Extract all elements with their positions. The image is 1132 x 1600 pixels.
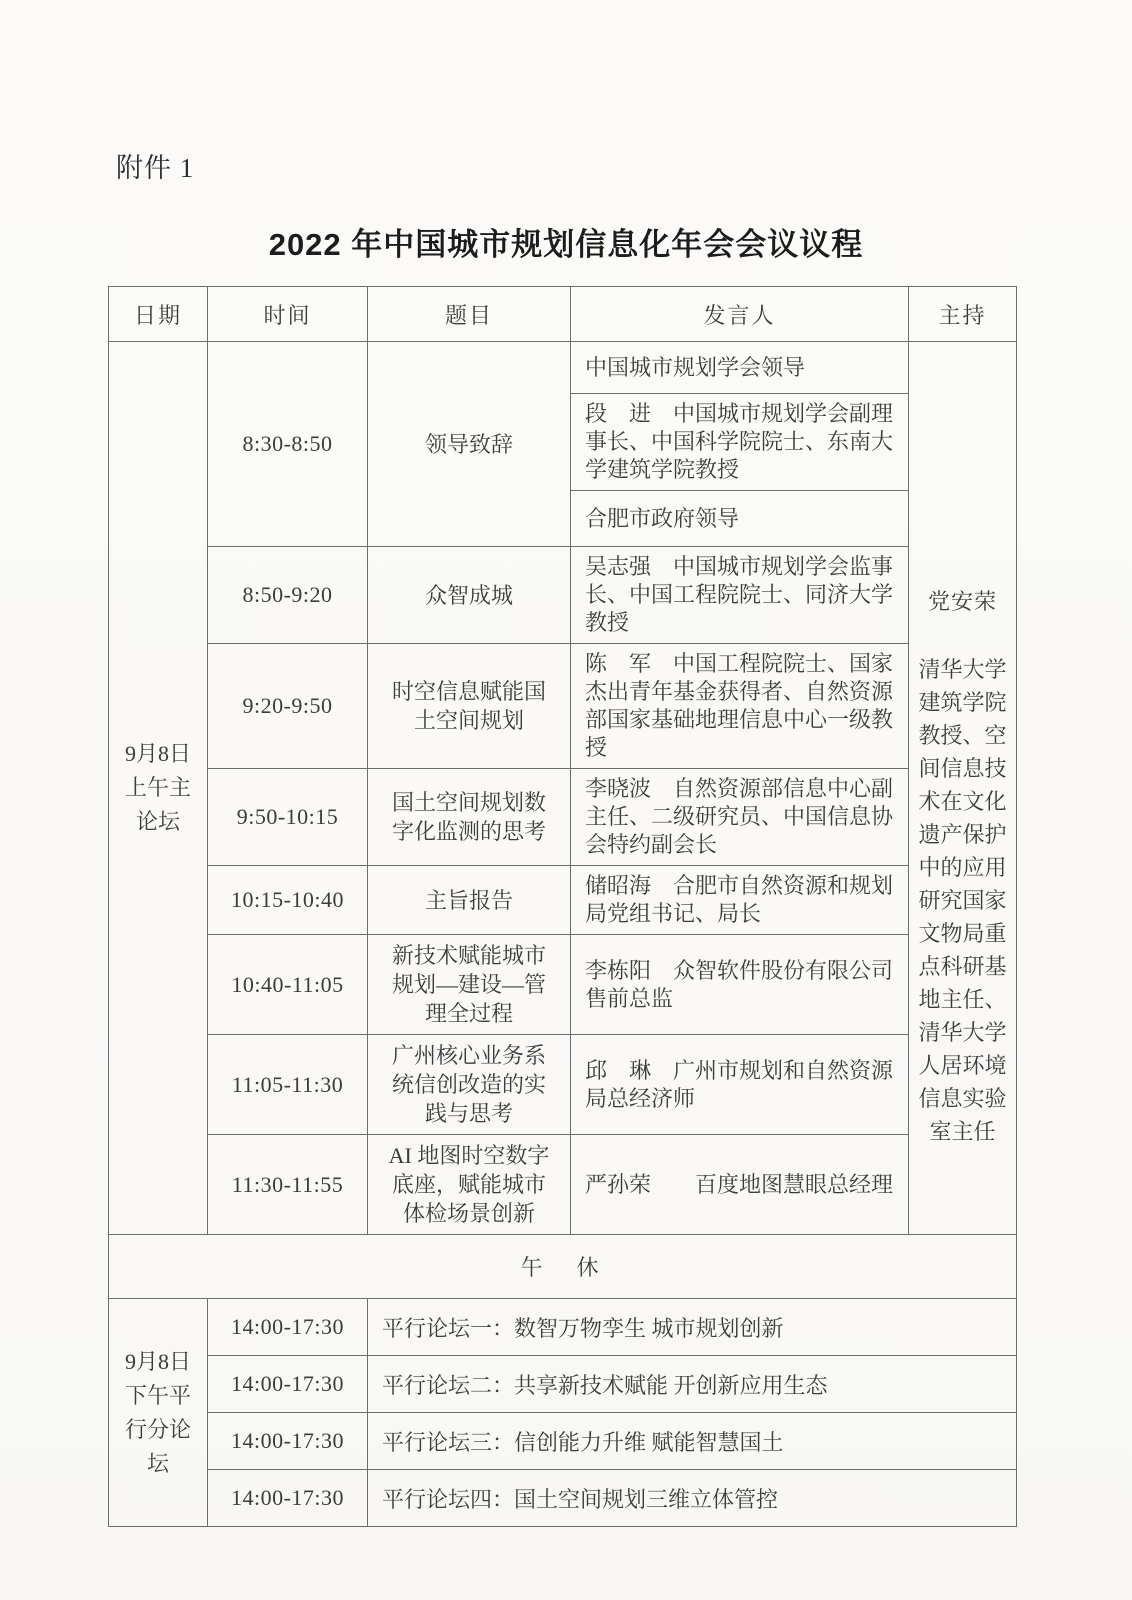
time-cell: 11:05-11:30 (208, 1035, 368, 1135)
time-cell: 14:00-17:30 (208, 1356, 368, 1413)
forum-title-cell: 平行论坛一：数智万物孪生 城市规划创新 (368, 1299, 1017, 1356)
table-row (109, 1299, 1017, 1356)
table-row (109, 1413, 1017, 1470)
table-row (109, 935, 1017, 1035)
lunch-break-cell: 午 休 (109, 1235, 1017, 1299)
forum-title-cell: 平行论坛二：共享新技术赋能 开创新应用生态 (368, 1356, 1017, 1413)
speaker-cell: 合肥市政府领导 (571, 491, 909, 547)
topic-cell: 新技术赋能城市规划—建设—管理全过程 (368, 935, 571, 1035)
speaker-cell: 段 进 中国城市规划学会副理事长、中国科学院院士、东南大学建筑学院教授 (571, 394, 909, 491)
topic-cell: 领导致辞 (368, 342, 571, 547)
time-cell: 14:00-17:30 (208, 1299, 368, 1356)
time-cell: 14:00-17:30 (208, 1413, 368, 1470)
speaker-cell: 吴志强 中国城市规划学会监事长、中国工程院院士、同济大学教授 (571, 547, 909, 644)
topic-cell: 国土空间规划数字化监测的思考 (368, 769, 571, 866)
break-row (109, 1235, 1017, 1299)
topic-cell: 广州核心业务系统信创改造的实践与思考 (368, 1035, 571, 1135)
header-row (109, 287, 1017, 342)
date-cell-afternoon: 9月8日下午平行分论坛 (109, 1299, 208, 1527)
table-row (109, 1470, 1017, 1527)
col-header-speaker: 发言人 (571, 287, 909, 342)
speaker-cell: 李晓波 自然资源部信息中心副主任、二级研究员、中国信息协会特约副会长 (571, 769, 909, 866)
agenda-table (108, 286, 1017, 1527)
topic-cell: 主旨报告 (368, 866, 571, 935)
col-header-time: 时间 (208, 287, 368, 342)
col-header-host: 主持 (909, 287, 1017, 342)
time-cell: 8:30-8:50 (208, 342, 368, 547)
host-name: 党安荣 (927, 588, 997, 614)
speaker-cell: 中国城市规划学会领导 (571, 342, 909, 394)
date-cell-morning: 9月8日上午主论坛 (109, 342, 208, 1235)
table-row (109, 1356, 1017, 1413)
topic-cell: 众智成城 (368, 547, 571, 644)
forum-title-cell: 平行论坛四：国土空间规划三维立体管控 (368, 1470, 1017, 1527)
speaker-cell: 邱 琳 广州市规划和自然资源局总经济师 (571, 1035, 909, 1135)
table-row (109, 769, 1017, 866)
time-cell: 10:15-10:40 (208, 866, 368, 935)
speaker-cell: 陈 军 中国工程院院士、国家杰出青年基金获得者、自然资源部国家基础地理信息中心一级教授 (571, 644, 909, 769)
col-header-date: 日期 (109, 287, 208, 342)
page-title: 2022 年中国城市规划信息化年会会议议程 (268, 227, 864, 262)
topic-cell: AI 地图时空数字底座，赋能城市体检场景创新 (368, 1135, 571, 1235)
table-row (109, 547, 1017, 644)
forum-title-cell: 平行论坛三：信创能力升维 赋能智慧国土 (368, 1413, 1017, 1470)
col-header-topic: 题目 (368, 287, 571, 342)
table-row (109, 644, 1017, 769)
speaker-cell: 储昭海 合肥市自然资源和规划局党组书记、局长 (571, 866, 909, 935)
table-row (109, 342, 1017, 394)
speaker-cell: 李栋阳 众智软件股份有限公司售前总监 (571, 935, 909, 1035)
topic-cell: 时空信息赋能国土空间规划 (368, 644, 571, 769)
speaker-cell: 严孙荣 百度地图慧眼总经理 (571, 1135, 909, 1235)
table-row (109, 1035, 1017, 1135)
time-cell: 8:50-9:20 (208, 547, 368, 644)
host-title: 清华大学建筑学院教授、空间信息技术在文化遗产保护中的应用研究国家文物局重点科研基地主任、清华大学人居环境信息实验室主任 (918, 656, 1007, 1144)
time-cell: 14:00-17:30 (208, 1470, 368, 1527)
time-cell: 11:30-11:55 (208, 1135, 368, 1235)
table-row (109, 1135, 1017, 1235)
attachment-label: 附件 1 (116, 153, 195, 183)
time-cell: 10:40-11:05 (208, 935, 368, 1035)
table-row (109, 866, 1017, 935)
time-cell: 9:20-9:50 (208, 644, 368, 769)
time-cell: 9:50-10:15 (208, 769, 368, 866)
host-cell (909, 342, 1017, 1235)
